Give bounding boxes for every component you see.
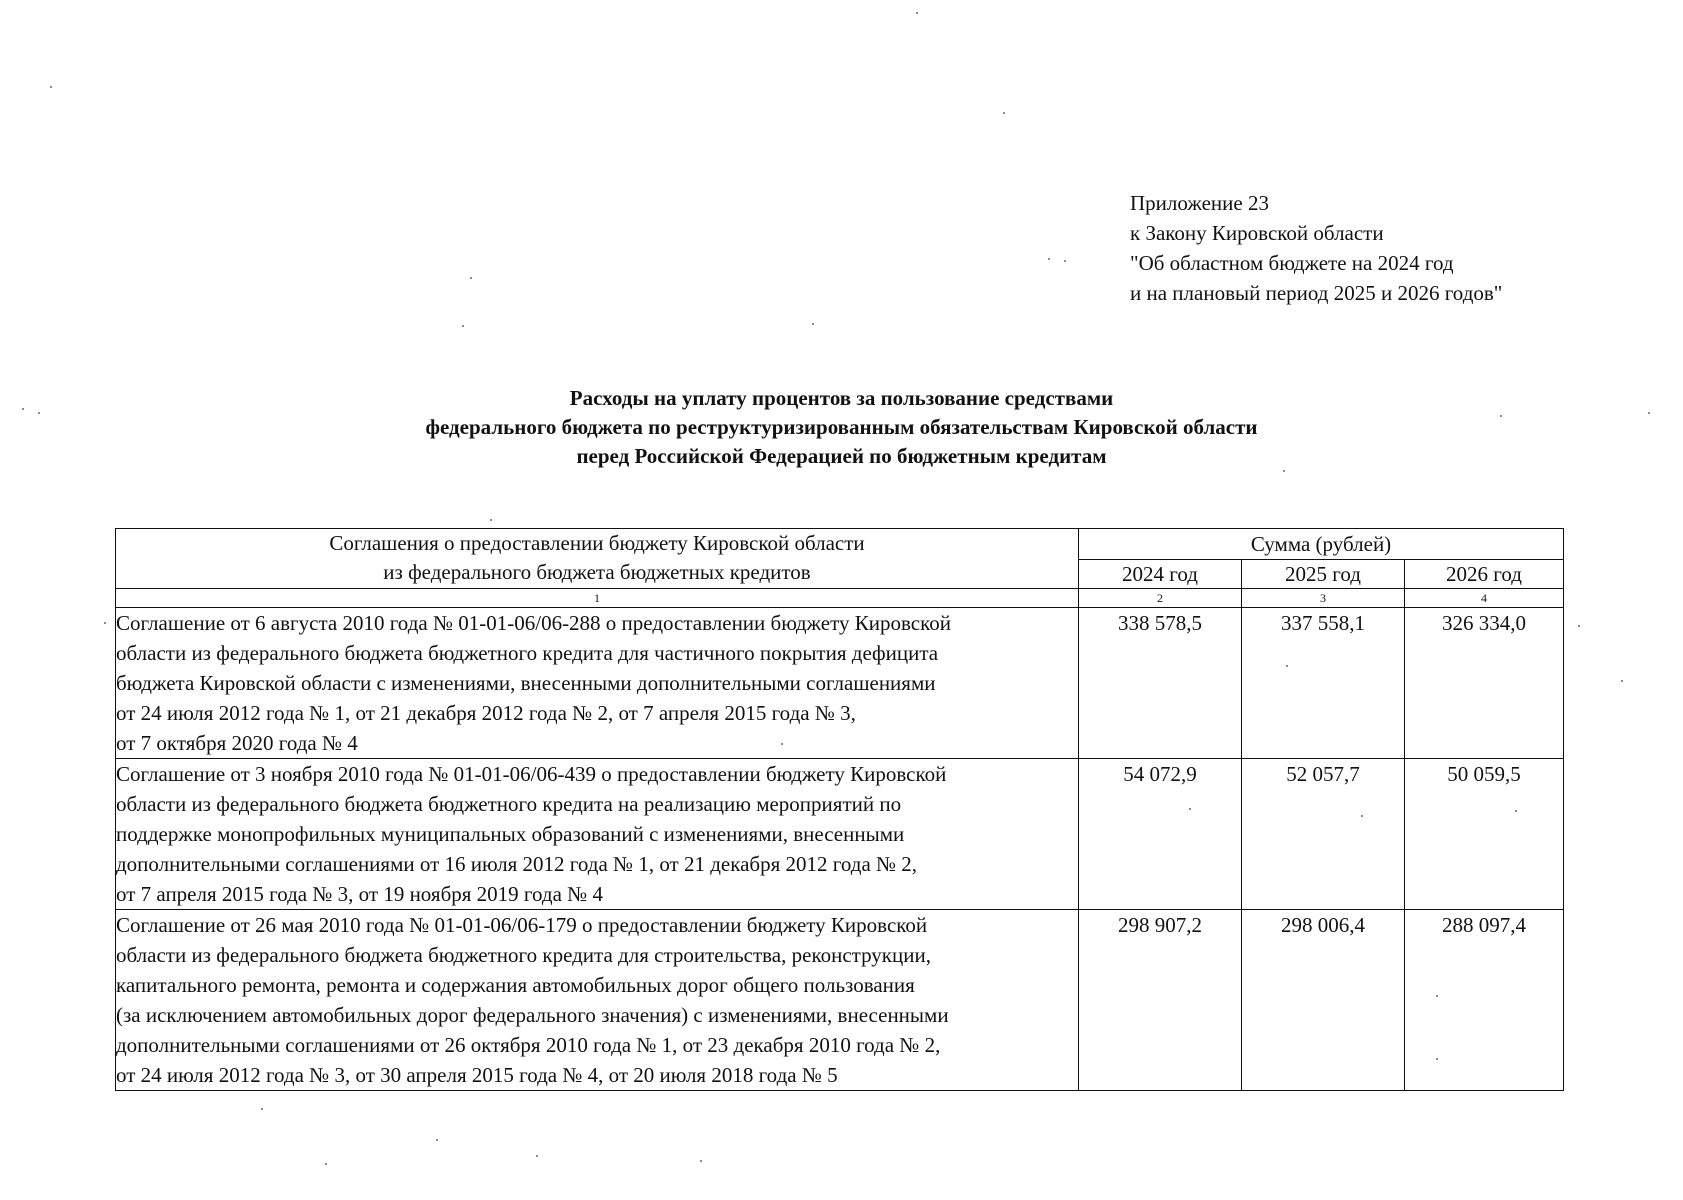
description-line: поддержке монопрофильных муниципальных образований с изменениями, внесенными	[116, 822, 905, 846]
description-line: области из федерального бюджета бюджетного кредита для строительства, реконструкции,	[116, 943, 931, 967]
amount-2024: 338 578,5	[1079, 608, 1242, 759]
scan-speck	[104, 622, 106, 624]
scan-speck	[436, 1139, 438, 1141]
scan-speck	[490, 519, 492, 521]
amount-2026: 288 097,4	[1405, 910, 1564, 1091]
description-line: капитального ремонта, ремонта и содержания автомобильных дорог общего пользования	[116, 973, 915, 997]
header-agreements-line: Соглашения о предоставлении бюджету Кировской области	[329, 531, 865, 555]
description-line: от 7 октября 2020 года № 4	[116, 731, 358, 755]
description-line: области из федерального бюджета бюджетного кредита для частичного покрытия дефицита	[116, 641, 939, 665]
table-row	[116, 608, 1564, 759]
header-year-2026: 2026 год	[1405, 560, 1564, 589]
description-line: дополнительными соглашениями от 26 октября 2010 года № 1, от 23 декабря 2010 года № 2,	[116, 1033, 941, 1057]
scan-speck	[50, 86, 52, 88]
description-line: бюджета Кировской области с изменениями, внесенными дополнительными соглашениями	[116, 671, 936, 695]
header-sum: Сумма (рублей)	[1079, 529, 1564, 560]
scan-speck	[1500, 415, 1502, 417]
column-number: 3	[1242, 589, 1405, 608]
scan-speck	[1621, 680, 1623, 682]
description-line: Соглашение от 3 ноября 2010 года № 01-01-06/06-439 о предоставлении бюджету Кировской	[116, 762, 947, 786]
agreement-description	[116, 759, 1079, 910]
scan-speck	[1578, 625, 1580, 627]
description-line: дополнительными соглашениями от 16 июля 2012 года № 1, от 21 декабря 2012 года № 2,	[116, 852, 918, 876]
amount-2026: 50 059,5	[1405, 759, 1564, 910]
scan-speck	[781, 743, 783, 745]
appendix-line: к Закону Кировской области	[1130, 221, 1384, 245]
scan-speck	[470, 277, 472, 279]
scan-speck	[812, 323, 814, 325]
title-line: федерального бюджета по реструктуризированным обязательствам Кировской области	[425, 415, 1258, 439]
description-line: от 24 июля 2012 года № 3, от 30 апреля 2015 года № 4, от 20 июля 2018 года № 5	[116, 1063, 838, 1087]
scan-speck	[1003, 112, 1005, 114]
header-agreements	[116, 529, 1079, 589]
expenses-table	[115, 528, 1564, 1091]
scan-speck	[916, 12, 918, 14]
scan-speck	[1189, 808, 1191, 810]
scan-speck	[700, 1160, 702, 1162]
appendix-block	[1130, 188, 1502, 308]
amount-2024: 54 072,9	[1079, 759, 1242, 910]
amount-2025: 298 006,4	[1242, 910, 1405, 1091]
scan-speck	[1436, 995, 1438, 997]
scan-speck	[325, 1163, 327, 1165]
appendix-line: Приложение 23	[1130, 191, 1269, 215]
amount-2025: 337 558,1	[1242, 608, 1405, 759]
scan-speck	[1048, 258, 1050, 260]
header-year-2025: 2025 год	[1242, 560, 1405, 589]
scan-speck	[1648, 412, 1650, 414]
scan-speck	[38, 412, 40, 414]
scan-speck	[261, 1108, 263, 1110]
column-number: 1	[116, 589, 1079, 608]
scan-speck	[1515, 810, 1517, 812]
scan-speck	[1283, 470, 1285, 472]
appendix-line: и на плановый период 2025 и 2026 годов"	[1130, 281, 1503, 305]
scan-speck	[1361, 815, 1363, 817]
scan-speck	[22, 408, 24, 410]
description-line: Соглашение от 6 августа 2010 года № 01-01-06/06-288 о предоставлении бюджету Кировской	[116, 611, 951, 635]
scan-speck	[536, 1155, 538, 1157]
agreement-description	[116, 910, 1079, 1091]
scan-speck	[1064, 260, 1066, 262]
description-line: Соглашение от 26 мая 2010 года № 01-01-06/06-179 о предоставлении бюджету Кировской	[116, 913, 928, 937]
agreement-description	[116, 608, 1079, 759]
scan-speck	[1286, 665, 1288, 667]
column-number-row	[116, 589, 1564, 608]
description-line: области из федерального бюджета бюджетного кредита на реализацию мероприятий по	[116, 792, 902, 816]
table-row	[116, 759, 1564, 910]
header-year-2024: 2024 год	[1079, 560, 1242, 589]
description-line: от 24 июля 2012 года № 1, от 21 декабря 2012 года № 2, от 7 апреля 2015 года № 3,	[116, 701, 856, 725]
scan-speck	[462, 325, 464, 327]
document-title	[0, 384, 1683, 471]
column-number: 4	[1405, 589, 1564, 608]
header-agreements-line: из федерального бюджета бюджетных кредитов	[383, 560, 811, 584]
column-number: 2	[1079, 589, 1242, 608]
table-row	[116, 910, 1564, 1091]
scan-speck	[1436, 1058, 1438, 1060]
amount-2024: 298 907,2	[1079, 910, 1242, 1091]
title-line: перед Российской Федерацией по бюджетным кредитам	[576, 444, 1107, 468]
description-line: от 7 апреля 2015 года № 3, от 19 ноября 2019 года № 4	[116, 882, 603, 906]
appendix-line: "Об областном бюджете на 2024 год	[1130, 251, 1454, 275]
description-line: (за исключением автомобильных дорог федерального значения) с изменениями, внесенными	[116, 1003, 949, 1027]
amount-2025: 52 057,7	[1242, 759, 1405, 910]
title-line: Расходы на уплату процентов за пользование средствами	[569, 386, 1114, 410]
amount-2026: 326 334,0	[1405, 608, 1564, 759]
header-row	[116, 529, 1564, 560]
